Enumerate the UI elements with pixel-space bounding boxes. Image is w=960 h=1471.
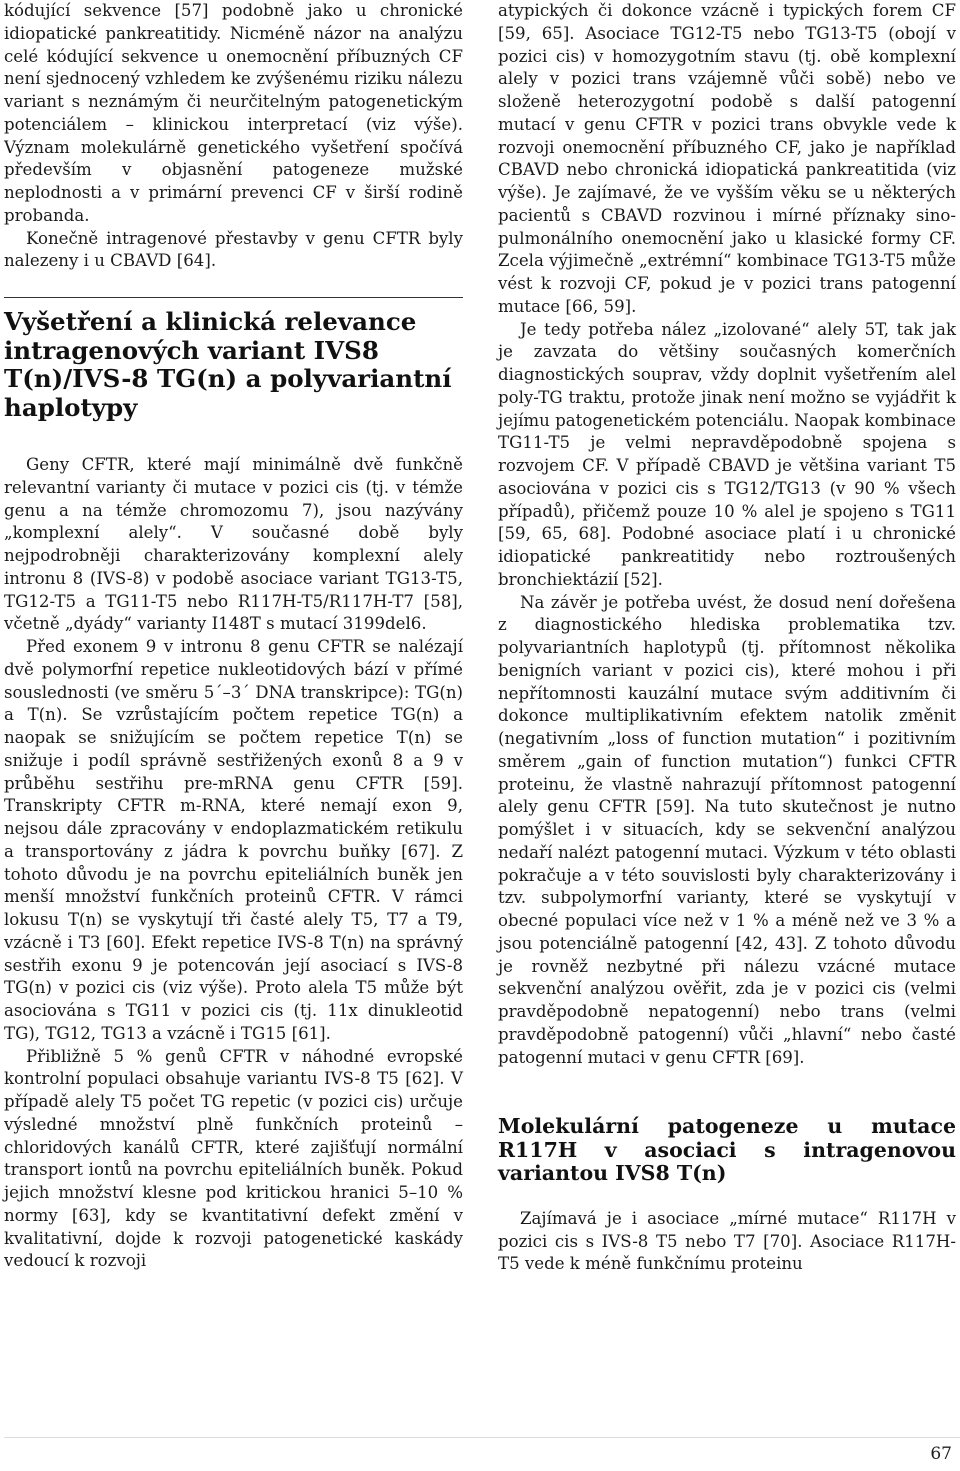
section-heading-ivs8: Vyšetření a klinická relevance intragenových variant IVS8 T(n)/IVS-8 TG(n) a polyvariantní haplotypy [4, 307, 452, 422]
section-divider [4, 297, 463, 298]
paragraph-continuation: atypických či dokonce vzácně i typických forem CF [59, 65]. Asociace TG12-T5 nebo TG13-T5 (obojí v pozici cis) v homozygotním stavu (tj. obě komplexní alely v pozici trans vzájemně vůči sobě) nebo ve složeně heterozygotní podobě s další patogenní mutací v genu CFTR v pozici trans obvykle vede k rozvoji onemocnění příbuzného CF, jako je například CBAVD nebo chronická idiopatická pankreatitida (viz výše). Je zajímavé, že ve vyšším věku se u některých pacientů s CBAVD rozvinou i mírné příznaky sino-pulmonálního onemocnění jako u klasické formy CF. Zcela výjimečně „extrémní“ kombinace TG13-T5 může vést k rozvoji CF, pokud je v pozici trans patogenní mutace [66, 59]. [498, 1, 956, 316]
page-number: 67 [930, 1444, 952, 1464]
right-column [498, 0, 956, 1276]
paragraph-intro: kódující sekvence [57] podobně jako u chronické idiopatické pankreatitidy. Nicméně názor na analýzu celé kódující sekvence u onemocnění příbuzných CF není sjednocený vzhledem ke zvýšenému riziku nálezu variant s neznámým či neurčitelným patogenetickým potenciálem – klinickou interpretací (viz výše). Význam molekulárně genetického vyšetření spočívá především v objasnění patogeneze mužské neplodnosti a v primární prevenci CF v širší rodině probanda. [4, 1, 463, 225]
paragraph-poly-tg: Je tedy potřeba nález „izolované“ alely 5T, tak jak je zavzata do většiny současných komerčních diagnostických souprav, vždy doplnit vyšetřením alel poly-TG traktu, protože jinak není možno se vyjádřit k jejímu patogenetickém potenciálu. Naopak kombinace TG11-T5 je velmi nepravděpodobně spojena s rozvojem CF. V případě CBAVD je většina variant T5 asociována v pozici cis s TG12/TG13 (v 90 % všech případů), přičemž pouze 10 % alel je spojeno s TG11 [59, 65, 68]. Podobné asociace platí i u chronické idiopatické pankreatitidy nebo roztroušených bronchiektázií [52]. [498, 319, 956, 589]
left-column [4, 0, 463, 1273]
paragraph-intro-2: Konečně intragenové přestavby v genu CFTR byly nalezeny i u CBAVD [64]. [4, 228, 463, 271]
footer-rule [4, 1437, 960, 1438]
paragraph-r117h: Zajímavá je i asociace „mírné mutace“ R117H v pozici cis s IVS-8 T5 nebo T7 [70]. Asociace R117H-T5 vede k méně funkčnímu proteinu [498, 1208, 956, 1274]
section-heading-r117h: Molekulární patogeneze u mutace R117H v asociaci s intragenovou variantou IVS8 T(n) [498, 1114, 956, 1186]
paragraph-polyvariant-haplotypes: Na závěr je potřeba uvést, že dosud není dořešena z diagnostického hlediska problematika tzv. polyvariantních haplotypů (tj. přítomnost několika benigních variant v pozici cis), které mohou i při nepřítomnosti kauzální mutace svým additivním či dokonce multiplikativním efektem natolik změnit (negativním „loss of function mutation“ i pozitivním směrem „gain of function mutation“) funkci CFTR proteinu, že vlastně nahrazují přítomnost patogenní alely genu CFTR [59]. Na tuto skutečnost je nutno pomýšlet i v situacích, kdy se sekvenční analýzou nedaří nalézt patogenní mutaci. Výzkum v této oblasti pokračuje a v této souvislosti byly charakterizovány i tzv. subpolymorfní varianty, které se vyskytují v obecné populaci více než v 1 % a méně než ve 3 % a jsou potenciálně patogenní [42, 43]. Z tohoto důvodu je rovněž nezbytné při nálezu vzácné mutace sekvenční analýzou ověřit, zda je v pozici cis (velmi pravděpodobně nepatogenní) nebo trans (velmi pravděpodobně patogenní) vůči „hlavní“ nebo časté patogenní mutaci v genu CFTR [69]. [498, 592, 956, 1067]
paragraph-complex-alleles: Geny CFTR, které mají minimálně dvě funkčně relevantní varianty či mutace v pozici cis (tj. v témže genu a na témže chromozomu 7), jsou nazývány „komplexní alely“. V současné době byly nejpodrobněji charakterizovány komplexní alely intronu 8 (IVS-8) v podobě asociace variant TG13-T5, TG12-T5 a TG11-T5 nebo R117H-T5/R117H-T7 [58], včetně „dyády“ varianty I148T s mutací 3199del6. [4, 455, 463, 634]
paragraph-t5-frequency: Přibližně 5 % genů CFTR v náhodné evropské kontrolní populaci obsahuje variantu IVS-8 T5 [62]. V případě alely T5 počet TG repetic (v pozici cis) určuje výsledné množství plně funkčních proteinů – chloridových kanálů CFTR, které zajišťují normální transport iontů na povrchu epiteliálních buněk. Pokud jejich množství klesne pod kritickou hranici 5–10 % normy [63], kdy se kvantitativní defekt změní v kvalitativní, dojde k rozvoji patogenetické kaskády vedoucí k rozvoji [4, 1046, 463, 1271]
paragraph-intron8-repeats: Před exonem 9 v intronu 8 genu CFTR se nalézají dvě polymorfní repetice nukleotidových bází v přímé souslednosti (ve směru 5´–3´ DNA transkripce): TG(n) a T(n). Se vzrůstajícím počtem repetice TG(n) a naopak se snižujícím se počtem repetice T(n) se snižuje i podíl správně sestřižených exonů 8 a 9 v průběhu sestřihu pre-mRNA genu CFTR [59]. Transkripty CFTR m-RNA, které nemají exon 9, nejsou dále zpracovány v endoplazmatickém retikulu a transportovány z jádra k povrchu buňky [67]. Z tohoto důvodu je na povrchu epiteliálních buněk jen menší množství funkčních proteinů CFTR. V rámci lokusu T(n) se vyskytují tři časté alely T5, T7 a T9, vzácně i T3 [60]. Efekt repetice IVS-8 T(n) na správný sestřih exonu 9 je potencován její asociací s IVS-8 TG(n) v pozici cis (viz výše). Proto alela T5 může být asociována s TG11 v pozici cis (tj. 11x dinukleotid TG), TG12, TG13 a vzácně i TG15 [61]. [4, 637, 463, 1043]
